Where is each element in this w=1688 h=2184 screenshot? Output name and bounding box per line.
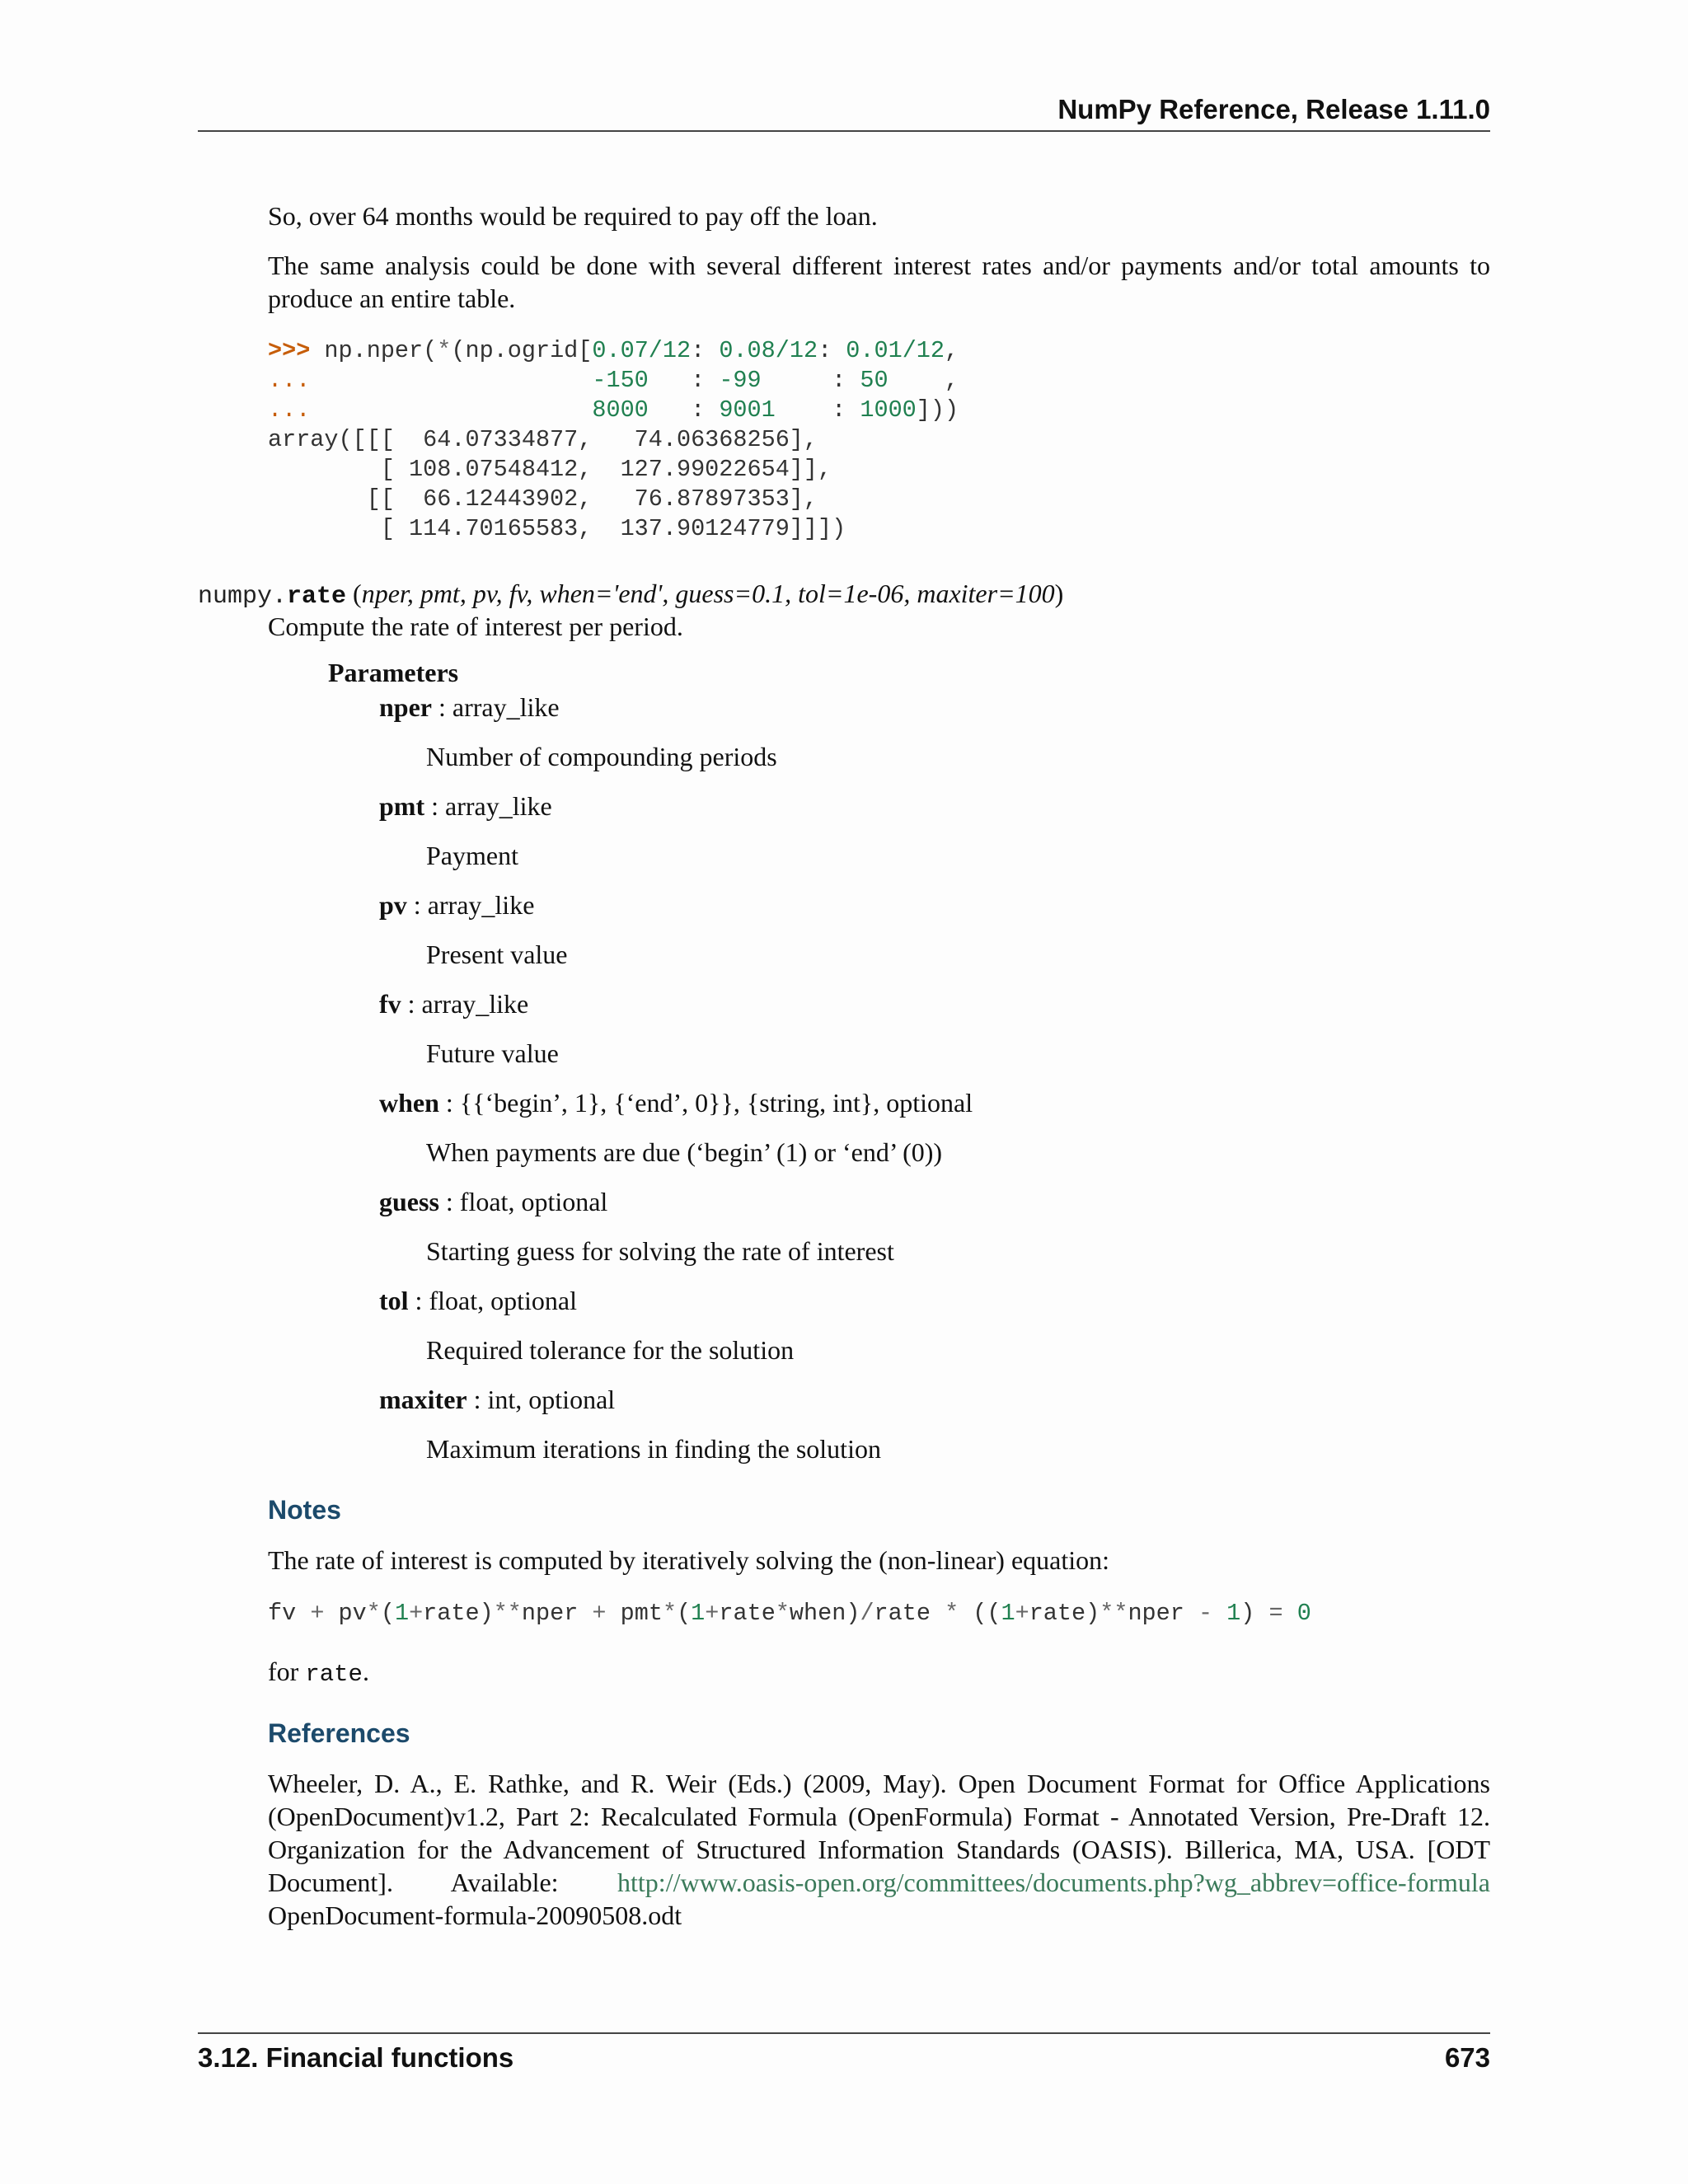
param-description: Maximum iterations in finding the solution	[426, 1434, 881, 1464]
code-number: 1	[1001, 1600, 1015, 1627]
reference-text: Wheeler, D. A., E. Rathke, and R. Weir (Eds.) (2009, May). Open Document Format for Office Applications (OpenDocument)v1.2, Part 2: Recalculated Formula (OpenFormula) Format - Annotated Version, Pre-Draft 12. Organization for the Advancement of Structured Information Standards (OASIS). Billerica, MA, USA. [ODT Document]. Available:	[268, 1769, 1490, 1897]
code-operator: +	[592, 1600, 607, 1627]
code-operator: *	[366, 1600, 381, 1627]
code-operator: +	[705, 1600, 720, 1627]
code-number: 0.01/12	[846, 337, 945, 364]
param-description: When payments are due (‘begin’ (1) or ‘end’ (0))	[426, 1137, 943, 1167]
notes-for-line	[268, 1655, 1490, 1691]
code-text: nper	[521, 1600, 593, 1627]
notes-heading: Notes	[268, 1495, 341, 1525]
code-number: 1000	[860, 396, 917, 424]
code-text: when)	[789, 1600, 860, 1627]
param-description: Starting guess for solving the rate of interest	[426, 1236, 894, 1266]
code-text: rate	[874, 1600, 945, 1627]
code-number: 1	[691, 1600, 706, 1627]
code-text: ,	[945, 337, 959, 364]
signature-module: numpy.	[198, 583, 288, 611]
param-nper	[379, 691, 560, 724]
param-name: guess	[379, 1187, 439, 1216]
param-type: : {{‘begin’, 1}, {‘end’, 0}}, {string, int}, optional	[438, 1088, 973, 1118]
param-maxiter	[379, 1383, 615, 1416]
code-number: 50	[860, 367, 889, 394]
code-text: rate)	[1029, 1600, 1100, 1627]
param-name: fv	[379, 989, 401, 1019]
function-summary: Compute the rate of interest per period.	[268, 612, 683, 641]
param-name: tol	[379, 1286, 409, 1315]
code-number: 1	[1226, 1600, 1241, 1627]
code-continuation: ...	[268, 396, 311, 424]
signature-close-paren: )	[1054, 579, 1064, 608]
param-description: Required tolerance for the solution	[426, 1335, 795, 1365]
code-text: (np.ogrid[	[451, 337, 593, 364]
param-description: Number of compounding periods	[426, 742, 777, 771]
code-continuation: ...	[268, 367, 311, 394]
param-description: Payment	[426, 841, 518, 870]
code-prompt: >>>	[268, 337, 311, 364]
param-guess	[379, 1185, 607, 1218]
references-heading: References	[268, 1718, 410, 1748]
references-paragraph	[268, 1767, 1490, 1932]
param-pv	[379, 888, 534, 921]
param-type: : float, optional	[408, 1286, 577, 1315]
code-text: :	[818, 337, 846, 364]
code-text: )	[1240, 1600, 1269, 1627]
code-number: 8000	[592, 396, 649, 424]
param-type: : int, optional	[467, 1385, 616, 1414]
for-suffix: .	[362, 1657, 369, 1686]
footer-section-title: 3.12. Financial functions	[198, 2042, 514, 2073]
code-text: pmt	[606, 1600, 663, 1627]
code-number: 9001	[719, 396, 776, 424]
code-text	[310, 396, 592, 424]
code-output-line: array([[[ 64.07334877, 74.06368256],	[268, 426, 818, 453]
param-type: : float, optional	[438, 1187, 608, 1216]
signature-args: nper, pmt, pv, fv, when='end', guess=0.1, tol=1e-06, maxiter=100	[361, 579, 1055, 608]
signature-function-name: rate	[287, 583, 347, 611]
code-text	[310, 367, 592, 394]
function-signature	[198, 577, 1063, 613]
code-text: :	[691, 337, 720, 364]
notes-paragraph: The rate of interest is computed by iteratively solving the (non-linear) equation:	[268, 1545, 1110, 1575]
code-operator: **	[1100, 1600, 1128, 1627]
code-text: pv	[324, 1600, 367, 1627]
reference-text-tail: OpenDocument-formula-20090508.odt	[268, 1900, 682, 1930]
param-tol	[379, 1284, 577, 1317]
code-number: 0.07/12	[592, 337, 692, 364]
param-pmt	[379, 790, 552, 823]
code-text: np.nper(	[310, 337, 438, 364]
code-operator: *	[775, 1600, 790, 1627]
code-operator: **	[493, 1600, 522, 1627]
code-text: ((	[959, 1600, 1001, 1627]
param-name: maxiter	[379, 1385, 467, 1414]
code-text: ]))	[916, 396, 959, 424]
for-code: rate	[305, 1661, 363, 1688]
header-divider	[198, 130, 1490, 132]
code-operator: *	[945, 1600, 959, 1627]
code-operator: +	[310, 1600, 325, 1627]
intro-paragraph-1: So, over 64 months would be required to pay off the loan.	[268, 201, 878, 231]
param-name: when	[379, 1088, 439, 1118]
code-text: :	[648, 367, 720, 394]
param-type: : array_like	[406, 890, 535, 920]
code-text: rate	[719, 1600, 776, 1627]
code-text: nper	[1128, 1600, 1198, 1627]
intro-paragraph-2: The same analysis could be done with several different interest rates and/or payments and/or total amounts to produce an entire table.	[268, 251, 1490, 313]
code-operator: *	[437, 337, 452, 364]
code-number: 0.08/12	[719, 337, 818, 364]
code-text: rate)	[423, 1600, 494, 1627]
code-text: fv	[268, 1600, 311, 1627]
code-operator: =	[1268, 1600, 1283, 1627]
reference-link[interactable]: http://www.oasis-open.org/committees/documents.php?wg_abbrev=office-formula	[617, 1868, 1490, 1897]
param-name: nper	[379, 692, 432, 722]
code-operator: -	[1198, 1600, 1213, 1627]
param-description: Present value	[426, 940, 568, 969]
code-operator: /	[860, 1600, 874, 1627]
code-text: (	[380, 1600, 395, 1627]
parameters-heading: Parameters	[328, 658, 459, 687]
for-prefix: for	[268, 1657, 306, 1686]
code-output-line: [[ 66.12443902, 76.87897353],	[268, 485, 818, 513]
param-when	[379, 1086, 973, 1119]
code-text: (	[677, 1600, 692, 1627]
param-type: : array_like	[424, 791, 552, 821]
code-operator: *	[662, 1600, 678, 1627]
code-text: :	[775, 396, 860, 424]
code-output-line: [ 108.07548412, 127.99022654]],	[268, 456, 832, 483]
code-text: ,	[888, 367, 959, 394]
footer-page-number: 673	[1444, 2042, 1490, 2073]
code-operator: +	[1015, 1600, 1029, 1627]
param-type: : array_like	[401, 989, 529, 1019]
param-fv	[379, 987, 528, 1020]
code-number: 1	[394, 1600, 410, 1627]
signature-open-paren: (	[346, 579, 362, 608]
param-name: pv	[379, 890, 407, 920]
code-number: -99	[719, 367, 762, 394]
code-text: :	[761, 367, 860, 394]
code-example	[268, 336, 959, 544]
code-text	[1283, 1600, 1297, 1627]
code-text: :	[648, 396, 720, 424]
param-description: Future value	[426, 1038, 559, 1068]
code-output-line: [ 114.70165583, 137.90124779]]])	[268, 515, 846, 542]
footer-divider	[198, 2032, 1490, 2034]
running-header: NumPy Reference, Release 1.11.0	[1057, 94, 1490, 124]
param-name: pmt	[379, 791, 425, 821]
code-number: -150	[592, 367, 649, 394]
code-number: 0	[1296, 1600, 1311, 1627]
notes-equation	[268, 1599, 1311, 1629]
code-operator: +	[409, 1600, 424, 1627]
param-type: : array_like	[432, 692, 560, 722]
code-text	[1212, 1600, 1226, 1627]
